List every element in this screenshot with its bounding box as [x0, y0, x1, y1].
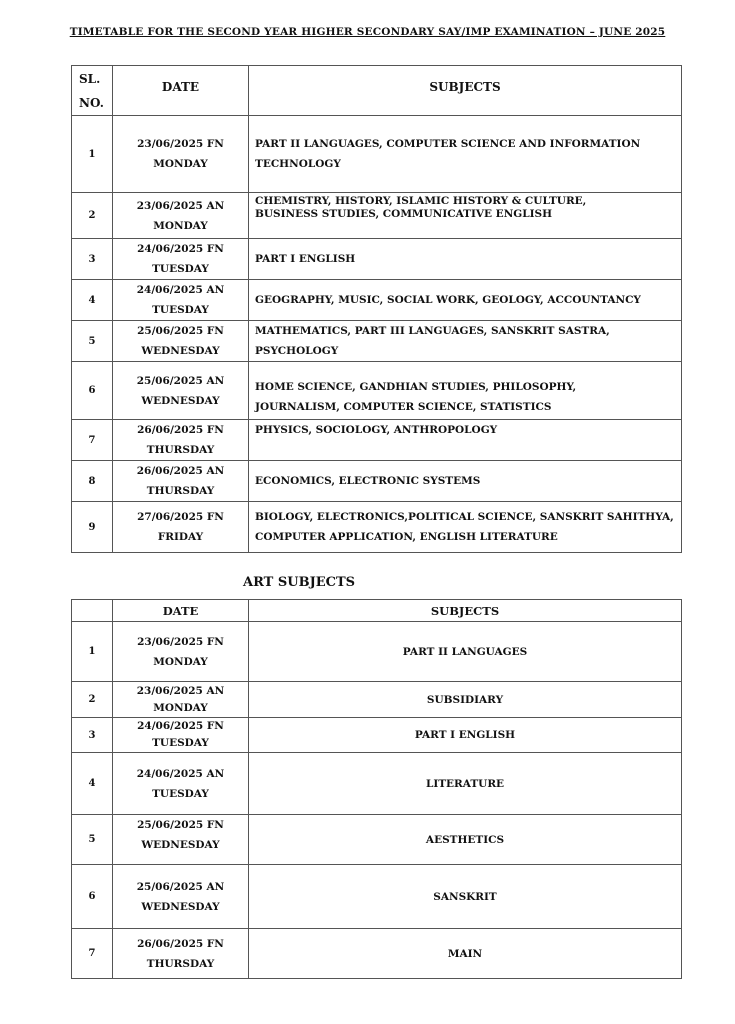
page-title: TIMETABLE FOR THE SECOND YEAR HIGHER SECONDARY SAY/IMP EXAMINATION – JUNE 2025: [69, 26, 666, 38]
exam-subjects: PHYSICS, SOCIOLOGY, ANTHROPOLOGY: [249, 420, 682, 461]
exam-date: [113, 929, 249, 979]
table-row: [72, 865, 682, 929]
exam-date: [113, 753, 249, 815]
exam-date: [113, 280, 249, 321]
day-text: THURSDAY: [146, 485, 215, 497]
exam-date: [113, 865, 249, 929]
exam-subjects: MAIN: [249, 929, 682, 979]
exam-subjects: GEOGRAPHY, MUSIC, SOCIAL WORK, GEOLOGY, ACCOUNTANCY: [249, 280, 682, 321]
table-row: [72, 622, 682, 682]
date-header: DATE: [113, 600, 249, 622]
day-text: MONDAY: [153, 701, 208, 714]
sl-header-line1: SL.: [79, 71, 101, 86]
table-row: [72, 461, 682, 502]
exam-date: [113, 622, 249, 682]
exam-date: [113, 321, 249, 362]
day-text: TUESDAY: [152, 263, 209, 275]
sl-no: 7: [72, 929, 113, 979]
date-text: 25/06/2025 FN: [137, 819, 224, 831]
date-text: 26/06/2025 FN: [137, 937, 224, 950]
art-subjects-table: [71, 599, 682, 979]
table-row: [72, 815, 682, 865]
exam-date: [113, 362, 249, 420]
day-text: TUESDAY: [152, 304, 209, 316]
exam-subjects: PART I ENGLISH: [249, 718, 682, 753]
date-text: 25/06/2025 AN: [136, 880, 225, 893]
exam-date: [113, 815, 249, 865]
exam-subjects: PART II LANGUAGES, COMPUTER SCIENCE AND INFORMATION TECHNOLOGY: [249, 116, 682, 193]
sl-no: 4: [72, 280, 113, 321]
exam-subjects: AESTHETICS: [249, 815, 682, 865]
date-text: 25/06/2025 FN: [137, 325, 224, 337]
exam-subjects: PART I ENGLISH: [249, 239, 682, 280]
day-text: THURSDAY: [146, 957, 215, 970]
day-text: WEDNESDAY: [141, 839, 220, 851]
day-text: MONDAY: [153, 219, 208, 232]
sl-no: 8: [72, 461, 113, 502]
table-row: [72, 929, 682, 979]
sl-no: 7: [72, 420, 113, 461]
exam-date: [113, 239, 249, 280]
exam-subjects: SANSKRIT: [249, 865, 682, 929]
date-text: 24/06/2025 AN: [136, 767, 225, 780]
exam-date: [113, 116, 249, 193]
exam-subjects: HOME SCIENCE, GANDHIAN STUDIES, PHILOSOPHY, JOURNALISM, COMPUTER SCIENCE, STATISTICS: [249, 362, 682, 420]
date-text: 24/06/2025 AN: [136, 284, 225, 296]
exam-date: [113, 718, 249, 753]
sl-no: 3: [72, 718, 113, 753]
subjects-header: SUBJECTS: [249, 600, 682, 622]
sl-no-header: [72, 66, 113, 116]
sl-no: 3: [72, 239, 113, 280]
day-text: FRIDAY: [157, 531, 204, 543]
date-text: 23/06/2025 FN: [137, 138, 224, 150]
exam-date: [113, 193, 249, 239]
date-header: DATE: [113, 66, 249, 116]
day-text: TUESDAY: [152, 787, 209, 800]
table-row: [72, 682, 682, 718]
date-text: 24/06/2025 FN: [137, 243, 224, 255]
table-header-row: [72, 66, 682, 116]
date-text: 23/06/2025 AN: [136, 199, 225, 212]
day-text: WEDNESDAY: [141, 900, 220, 913]
date-text: 26/06/2025 FN: [137, 424, 224, 436]
exam-subjects: ECONOMICS, ELECTRONIC SYSTEMS: [249, 461, 682, 502]
table-row: [72, 193, 682, 239]
exam-subjects: LITERATURE: [249, 753, 682, 815]
exam-timetable: [71, 65, 682, 553]
table-row: [72, 321, 682, 362]
day-text: MONDAY: [153, 655, 208, 668]
table-row: [72, 420, 682, 461]
sl-no: 1: [72, 622, 113, 682]
sl-no: 6: [72, 865, 113, 929]
sl-no: 2: [72, 193, 113, 239]
date-text: 25/06/2025 AN: [136, 374, 225, 387]
exam-date: [113, 461, 249, 502]
sl-no: 6: [72, 362, 113, 420]
date-text: 27/06/2025 FN: [137, 511, 224, 523]
exam-subjects: SUBSIDIARY: [249, 682, 682, 718]
sl-no-header: [72, 600, 113, 622]
sl-no: 9: [72, 502, 113, 553]
date-text: 24/06/2025 FN: [137, 720, 224, 732]
table-row: [72, 116, 682, 193]
subjects-header: SUBJECTS: [249, 66, 682, 116]
exam-subjects: MATHEMATICS, PART III LANGUAGES, SANSKRIT SASTRA, PSYCHOLOGY: [249, 321, 682, 362]
table-header-row: [72, 600, 682, 622]
day-text: WEDNESDAY: [141, 345, 220, 357]
day-text: TUESDAY: [152, 737, 209, 749]
sl-no: 4: [72, 753, 113, 815]
table-row: [72, 718, 682, 753]
exam-date: [113, 682, 249, 718]
sl-no: 5: [72, 321, 113, 362]
sl-no: 2: [72, 682, 113, 718]
day-text: MONDAY: [153, 158, 208, 170]
table-row: [72, 280, 682, 321]
sl-no: 1: [72, 116, 113, 193]
sl-no: 5: [72, 815, 113, 865]
date-text: 26/06/2025 AN: [136, 465, 225, 477]
table-row: [72, 753, 682, 815]
exam-date: [113, 420, 249, 461]
day-text: WEDNESDAY: [141, 394, 220, 407]
exam-date: [113, 502, 249, 553]
table-row: [72, 362, 682, 420]
exam-subjects: BIOLOGY, ELECTRONICS,POLITICAL SCIENCE, SANSKRIT SAHITHYA, COMPUTER APPLICATION, ENGLISH LITERATURE: [249, 502, 682, 553]
day-text: THURSDAY: [146, 444, 215, 456]
art-subjects-title: ART SUBJECTS: [243, 575, 356, 590]
sl-header-line2: NO.: [79, 95, 104, 110]
exam-subjects: PART II LANGUAGES: [249, 622, 682, 682]
table-row: [72, 239, 682, 280]
table-row: [72, 502, 682, 553]
exam-subjects: CHEMISTRY, HISTORY, ISLAMIC HISTORY & CULTURE, BUSINESS STUDIES, COMMUNICATIVE ENGLISH: [249, 193, 682, 239]
date-text: 23/06/2025 FN: [137, 635, 224, 648]
date-text: 23/06/2025 AN: [136, 684, 225, 697]
